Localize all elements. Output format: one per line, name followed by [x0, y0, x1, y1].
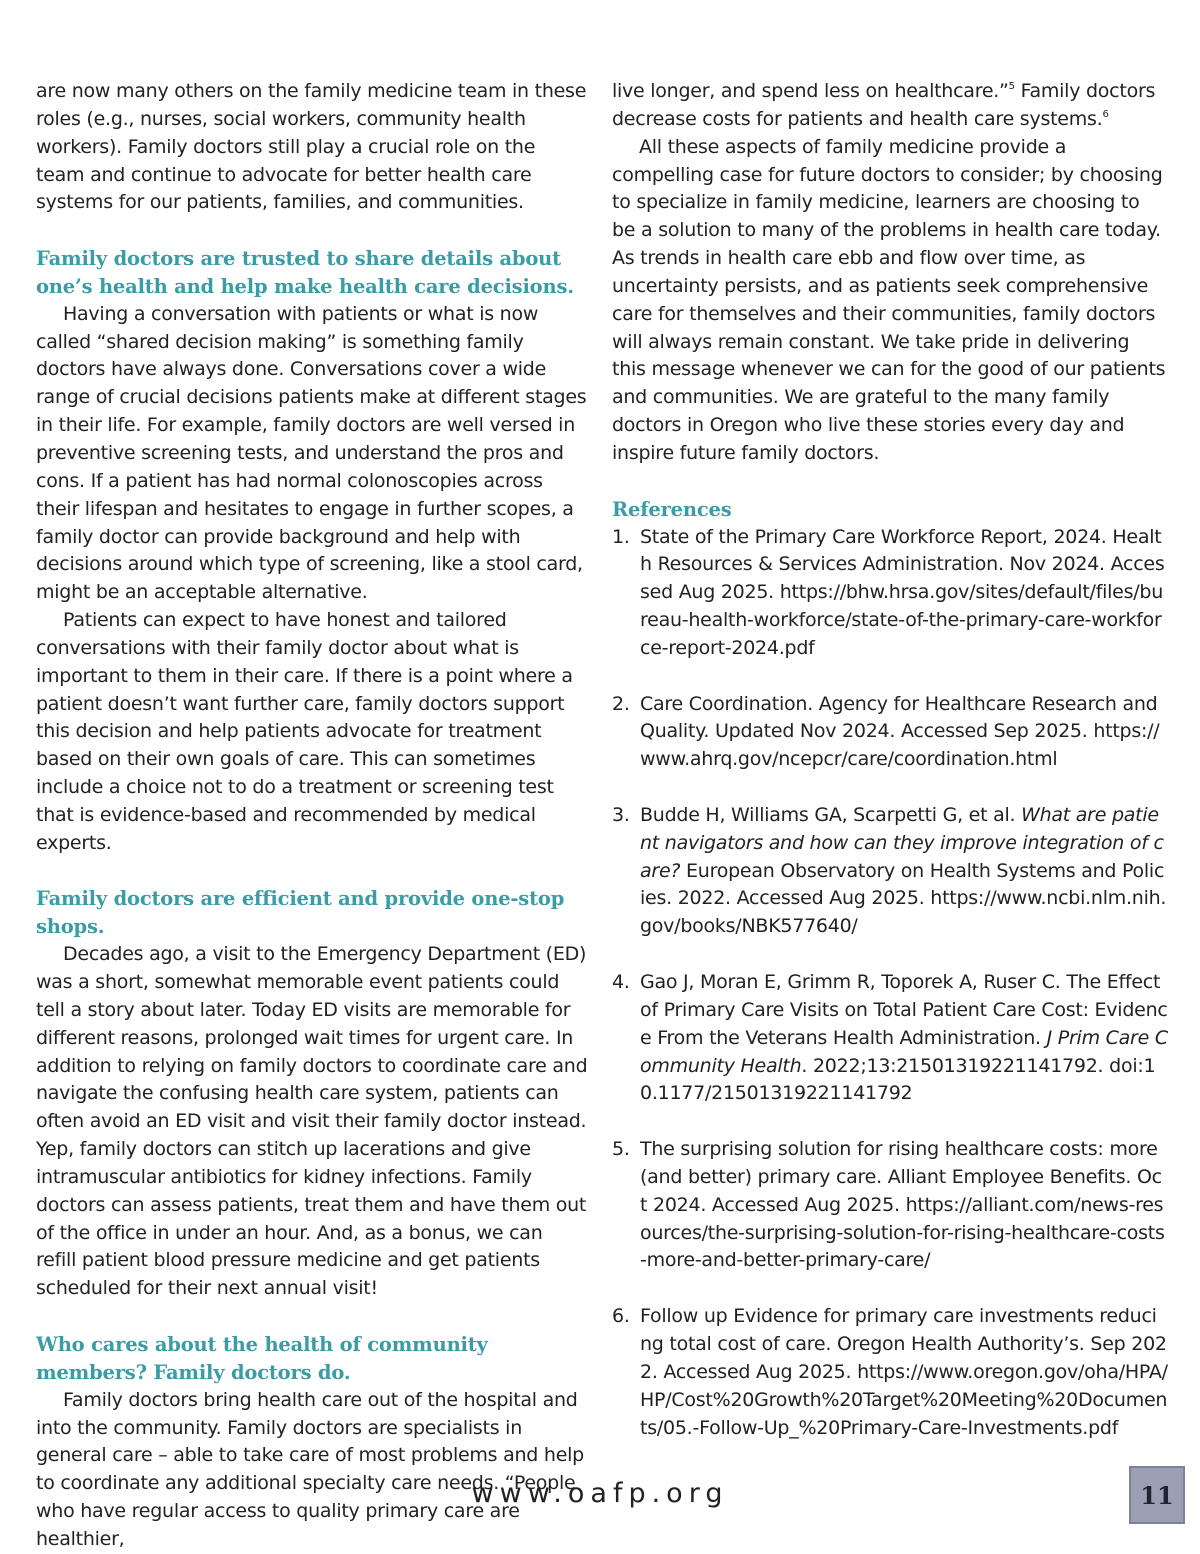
page-number-badge: 11 [1129, 1466, 1185, 1524]
paragraph-conclusion: All these aspects of family medicine provide a compelling case for future doctors to consider; by choosing to specialize in family medicine, learners are choosing to be a solution to many of the problems in health care today. As trends in health care ebb and flow over time, as uncertainty persists, and as patients seek comprehensive care for themselves and their communities, family doctors will always remain constant. We take pride in delivering this message whenever we can for the good of our patients and communities. We are grateful to the many family doctors in Oregon who live these stories every day and inspire future family doctors. [612, 135, 1166, 464]
reference-authors: Gao J, Moran E, Grimm R, Toporek A, Ruser C. The Effect of Primary Care Visits on Total Patient Care Cost: Evidence From the Veterans Health Administration. [640, 971, 1168, 1049]
reference-text [640, 802, 1168, 941]
reference-item [612, 1303, 1168, 1442]
reference-number: 2. [612, 692, 630, 715]
reference-text: State of the Primary Care Workforce Report, 2024. Health Resources & Services Administration. Nov 2024. Accessed Aug 2025. https://bhw.hrsa.gov/sites/default/files/bureau-health-workforce/state-of-the-primary-care-workforce-report-2024.pdf [640, 525, 1165, 659]
paragraph-honest-conversations: Patients can expect to have honest and tailored conversations with their family doctor about what is important to them in their care. If there is a point where a patient doesn’t want further care, family doctors support this decision and help patients advocate for treatment based on their own goals of care. This can sometimes include a choice not to do a treatment or screening test that is evidence-based and recommended by medical experts. [36, 609, 573, 854]
reference-authors: Budde H, Williams GA, Scarpetti G, et al. [640, 803, 1022, 826]
references-list [612, 524, 1168, 1443]
reference-item [612, 524, 1168, 663]
paragraph-emergency-department: Decades ago, a visit to the Emergency Department (ED) was a short, somewhat memorable event patients could tell a story about later. Today ED visits are memorable for different reasons, prolonged wait times for urgent care. In addition to relying on family doctors to coordinate care and navigate the confusing health care system, patients can often avoid an ED visit and visit their family doctor instead. Yep, family doctors can stitch up lacerations and give intramuscular antibiotics for kidney infections. Family doctors can assess patients, treat them and have them out of the office in under an hour. And, as a bonus, we can refill patient blood pressure medicine and get patients scheduled for their next annual visit! [36, 943, 588, 1300]
reference-text: Follow up Evidence for primary care investments reducing total cost of care. Oregon Health Authority’s. Sep 2022. Accessed Aug 2025. https://www.oregon.gov/oha/HPA/HP/Cost%20Growth%20Target%20Meeting%20Documents/05.-Follow-Up_%20Primary-Care-Investments.pdf [640, 1305, 1168, 1439]
reference-number: 3. [612, 803, 630, 826]
reference-number: 6. [612, 1305, 630, 1328]
continuation-text-2: Family doctors decrease costs for patients and health care systems. [612, 80, 1156, 130]
heading-efficient: Family doctors are efficient and provide one-stop shops. [36, 887, 565, 939]
reference-number: 4. [612, 971, 630, 993]
paragraph-continuation [612, 78, 1168, 134]
footnote-marker-6: 6 [1102, 108, 1109, 120]
reference-text [640, 969, 1168, 1108]
reference-source: European Observatory on Health Systems and Policies. 2022. Accessed Aug 2025. https://www.ncbi.nlm.nih.gov/books/NBK577640/ [640, 859, 1167, 938]
reference-item [612, 969, 1168, 1108]
reference-item [612, 1136, 1168, 1275]
continuation-text: live longer, and spend less on healthcare.” [612, 80, 1009, 102]
reference-item [612, 691, 1168, 775]
reference-source: . 2022;13:21501319221141792. doi:10.1177/21501319221141792 [640, 1054, 1156, 1105]
footnote-marker-5: 5 [1008, 81, 1015, 92]
reference-title: What are patient navigators and how can they improve integration of care? [640, 803, 1164, 882]
reference-number: 1. [612, 525, 630, 548]
footer-website: www.oafp.org [471, 1478, 729, 1509]
left-column [36, 78, 588, 1554]
heading-community: Who cares about the health of community members? Family doctors do. [36, 1332, 488, 1384]
paragraph-intro: are now many others on the family medicine team in these roles (e.g., nurses, social workers, community health workers). Family doctors still play a crucial role on the team and continue to advocate for better health care systems for our patients, families, and communities. [36, 80, 587, 214]
reference-text: The surprising solution for rising healthcare costs: more (and better) primary care. Alliant Employee Benefits. Oct 2024. Accessed Aug 2025. https://alliant.com/news-resources/the-surprising-solution-for-rising-healthcare-costs-more-and-better-primary-care/ [640, 1138, 1165, 1272]
paragraph-shared-decisions: Having a conversation with patients or what is now called “shared decision making” is something family doctors have always done. Conversations cover a wide range of crucial decisions patients make at different stages in their life. For example, family doctors are well versed in preventive screening tests, and understand the pros and cons. If a patient has had normal colonoscopies across their lifespan and hesitates to engage in further scopes, a family doctor can provide background and help with decisions around which type of screening, like a stool card, might be an acceptable alternative. [36, 302, 587, 604]
reference-number: 5. [612, 1138, 630, 1161]
reference-item [612, 802, 1168, 941]
right-column [612, 78, 1168, 1470]
heading-trusted: Family doctors are trusted to share details about one’s health and help make health care decisions. [36, 247, 574, 298]
reference-journal: J Prim Care Community Health [640, 1026, 1168, 1077]
reference-text: Care Coordination. Agency for Healthcare Research and Quality. Updated Nov 2024. Accessed Sep 2025. https://www.ahrq.gov/ncepcr/care/coordination.html [640, 692, 1160, 771]
references-heading: References [612, 497, 732, 521]
paragraph-community-care: Family doctors bring health care out of the hospital and into the community. Family doctors are specialists in general care – able to take care of most problems and help to coordinate any additional specialty care needs. “People who have regular access to quality primary care are healthier, [36, 1388, 584, 1550]
